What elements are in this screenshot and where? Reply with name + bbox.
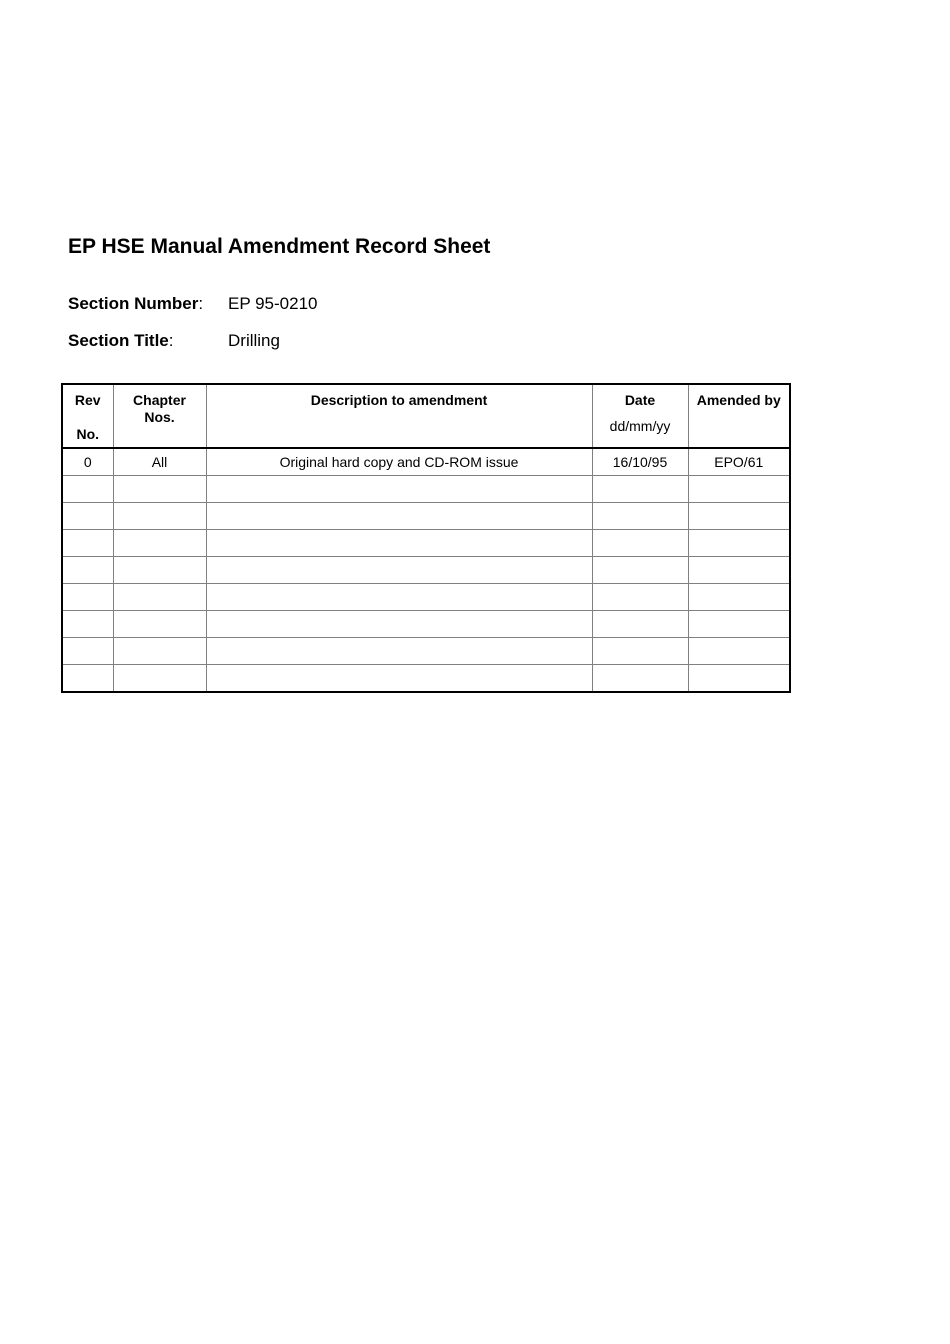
table-row (62, 665, 790, 693)
cell-description (206, 530, 592, 557)
section-title-label: Section Title (68, 331, 169, 350)
cell-amended-by (688, 557, 790, 584)
cell-amended-by: EPO/61 (688, 448, 790, 476)
section-number-colon: : (198, 294, 204, 313)
header-date-format: dd/mm/yy (609, 418, 671, 434)
header-rev-line2: No. (76, 426, 100, 442)
header-date (592, 384, 688, 448)
header-chapter-line1: Chapter (133, 392, 186, 408)
cell-rev (62, 611, 113, 638)
table-row (62, 476, 790, 503)
header-amended-by-label: Amended by (696, 392, 781, 408)
table-row (62, 611, 790, 638)
table-row (62, 448, 790, 476)
section-title-label-wrap (68, 331, 228, 351)
cell-chapter (113, 557, 206, 584)
cell-description (206, 476, 592, 503)
cell-date (592, 638, 688, 665)
cell-chapter: All (113, 448, 206, 476)
cell-chapter (113, 611, 206, 638)
header-description (206, 384, 592, 448)
cell-description (206, 557, 592, 584)
cell-amended-by (688, 611, 790, 638)
cell-chapter (113, 638, 206, 665)
cell-rev: 0 (62, 448, 113, 476)
cell-rev (62, 503, 113, 530)
cell-date (592, 503, 688, 530)
cell-rev (62, 476, 113, 503)
table-header-row (62, 384, 790, 448)
cell-amended-by (688, 638, 790, 665)
amendment-table (61, 383, 791, 693)
section-title-value: Drilling (228, 331, 280, 350)
cell-amended-by (688, 665, 790, 693)
cell-rev (62, 665, 113, 693)
header-rev (62, 384, 113, 448)
cell-amended-by (688, 530, 790, 557)
cell-chapter (113, 665, 206, 693)
table-row (62, 530, 790, 557)
cell-date (592, 611, 688, 638)
cell-description (206, 611, 592, 638)
header-description-label: Description to amendment (310, 392, 488, 408)
header-date-label: Date (624, 392, 656, 408)
cell-date (592, 476, 688, 503)
cell-rev (62, 584, 113, 611)
section-number-row (68, 294, 317, 314)
section-number-label-wrap (68, 294, 228, 314)
cell-chapter (113, 503, 206, 530)
cell-amended-by (688, 476, 790, 503)
table-row (62, 584, 790, 611)
page-title: EP HSE Manual Amendment Record Sheet (68, 235, 491, 258)
section-title-row (68, 331, 280, 351)
cell-rev (62, 530, 113, 557)
section-number-label: Section Number (68, 294, 199, 313)
table-row (62, 503, 790, 530)
cell-date (592, 530, 688, 557)
cell-description (206, 638, 592, 665)
cell-description (206, 584, 592, 611)
section-title-colon: : (168, 331, 174, 350)
cell-date: 16/10/95 (592, 448, 688, 476)
cell-date (592, 584, 688, 611)
header-chapter-line2: Nos. (144, 409, 175, 425)
cell-chapter (113, 584, 206, 611)
cell-chapter (113, 530, 206, 557)
cell-chapter (113, 476, 206, 503)
header-chapter (113, 384, 206, 448)
cell-rev (62, 638, 113, 665)
cell-description (206, 503, 592, 530)
section-number-value: EP 95-0210 (228, 294, 318, 313)
cell-description: Original hard copy and CD-ROM issue (206, 448, 592, 476)
cell-description (206, 665, 592, 693)
cell-rev (62, 557, 113, 584)
cell-amended-by (688, 503, 790, 530)
table-row (62, 638, 790, 665)
cell-date (592, 557, 688, 584)
table-row (62, 557, 790, 584)
cell-amended-by (688, 584, 790, 611)
header-rev-line1: Rev (74, 392, 101, 408)
cell-date (592, 665, 688, 693)
header-amended-by (688, 384, 790, 448)
